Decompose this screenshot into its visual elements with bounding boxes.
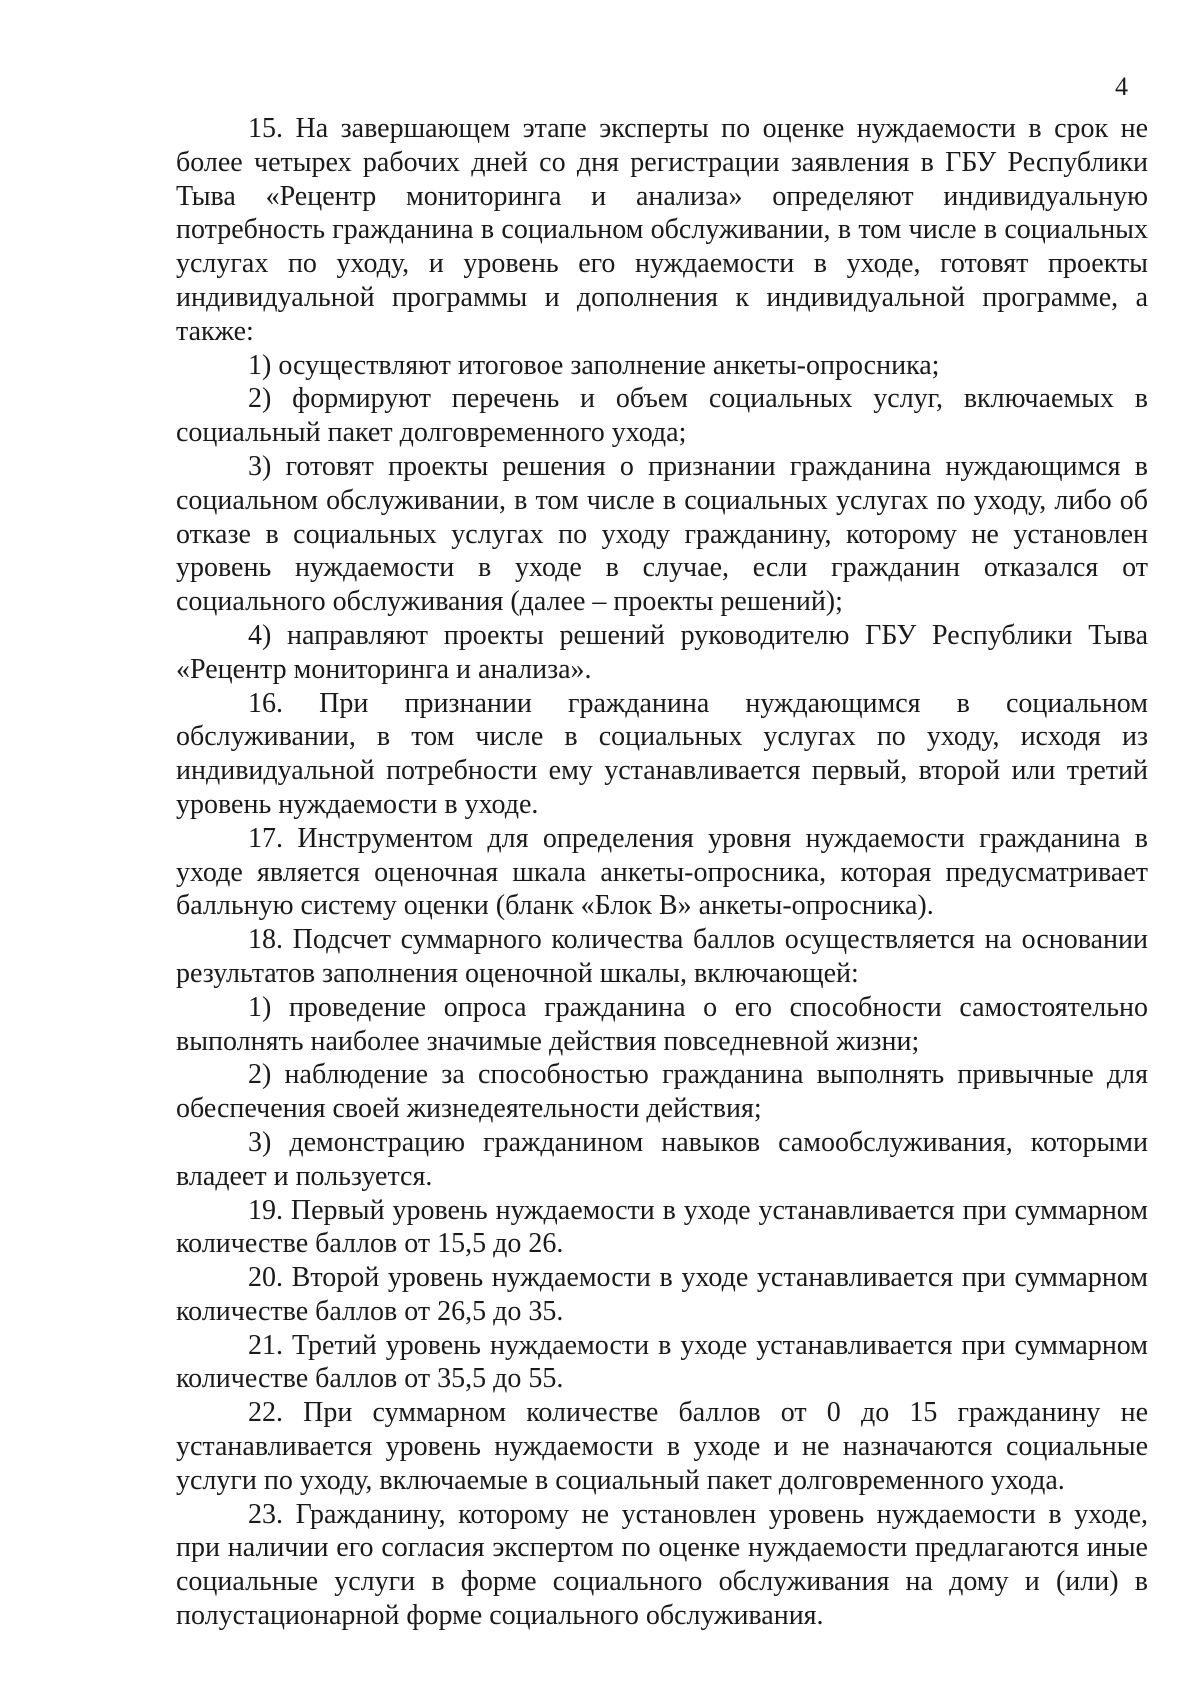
paragraph-18: 18. Подсчет суммарного количества баллов осуществляется на основании результатов заполнения оценочной шкалы, включающей: (176, 924, 1148, 989)
document-body (176, 112, 1148, 1633)
paragraph-22: 22. При суммарном количестве баллов от 0 до 15 гражданину не устанавливается уровень нуждаемости в уходе и не назначаются социальные услуги по уходу, включаемые в социальный пакет долговременного ухода. (176, 1397, 1148, 1496)
paragraph-21: 21. Третий уровень нуждаемости в уходе устанавливается при суммарном количестве баллов от 35,5 до 55. (176, 1329, 1148, 1395)
paragraph-15: 15. На завершающем этапе эксперты по оценке нуждаемости в срок не более четырех рабочих дней со дня регистрации заявления в ГБУ Республики Тыва «Рецентр мониторинга и анализа» определяют индивидуальную потребность гражданина в социальном обслуживании, в том числе в социальных услугах по уходу, и уровень его нуждаемости в уходе, готовят проекты индивидуальной программы и дополнения к индивидуальной программе, а также: (176, 113, 1148, 347)
paragraph-20: 20. Второй уровень нуждаемости в уходе устанавливается при суммарном количестве баллов от 26,5 до 35. (176, 1262, 1148, 1327)
paragraph-18-item-3: 3) демонстрацию гражданином навыков самообслуживания, которыми владеет и пользуется. (176, 1126, 1148, 1192)
paragraph-23: 23. Гражданину, которому не установлен уровень нуждаемости в уходе, при наличии его согласия экспертом по оценке нуждаемости предлагаются иные социальные услуги в форме социального обслуживания на дому и (или) в полустационарной форме социального обслуживания. (176, 1498, 1148, 1632)
paragraph-17: 17. Инструментом для определения уровня нуждаемости гражданина в уходе является оценочная шкала анкеты-опросника, которая предусматривает балльную систему оценки (бланк «Блок В» анкеты-опросника). (176, 822, 1148, 922)
paragraph-15-item-3: 3) готовят проекты решения о признании гражданина нуждающимся в социальном обслуживании, в том числе в социальных услугах по уходу, либо об отказе в социальных услугах по уходу гражданину, которому не установлен уровень нуждаемости в уходе в случае, если гражданин отказался от социального обслуживания (далее – проекты решений); (176, 450, 1148, 618)
page-number: 4 (1115, 72, 1128, 101)
paragraph-15-item-2: 2) формируют перечень и объем социальных услуг, включаемых в социальный пакет долговременного ухода; (176, 383, 1148, 449)
paragraph-15-item-4: 4) направляют проекты решений руководителю ГБУ Республики Тыва «Рецентр мониторинга и анализа». (176, 619, 1148, 685)
paragraph-18-item-1: 1) проведение опроса гражданина о его способности самостоятельно выполнять наиболее значимые действия повседневной жизни; (176, 991, 1148, 1057)
paragraph-16: 16. При признании гражданина нуждающимся в социальном обслуживании, в том числе в социальных услугах по уходу, исходя из индивидуальной потребности ему устанавливается первый, второй или третий уровень нуждаемости в уходе. (176, 687, 1148, 820)
paragraph-19: 19. Первый уровень нуждаемости в уходе устанавливается при суммарном количестве баллов от 15,5 до 26. (176, 1194, 1148, 1260)
paragraph-18-item-2: 2) наблюдение за способностью гражданина выполнять привычные для обеспечения своей жизнедеятельности действия; (176, 1059, 1148, 1125)
paragraph-15-item-1: 1) осуществляют итоговое заполнение анкеты-опросника; (248, 349, 940, 381)
